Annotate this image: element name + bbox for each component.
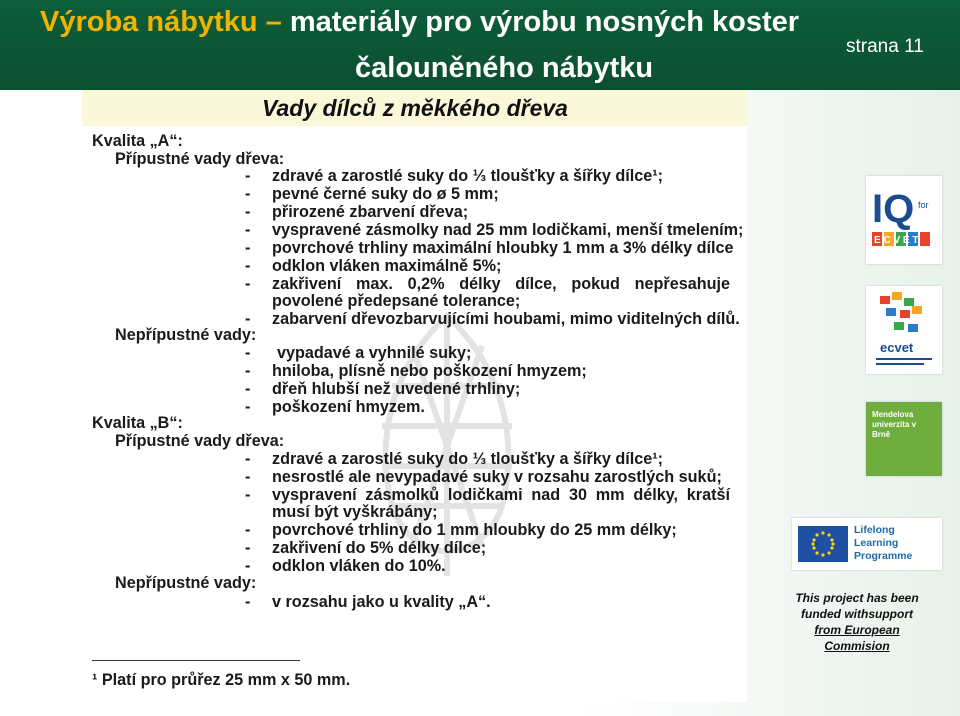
funding-line: funded withsupport (801, 607, 913, 621)
list-item: povrchové trhliny maximální hloubky 1 mm a 3% délky dílce (272, 239, 734, 257)
list-item: zdravé a zarostlé suky do ⅓ tloušťky a šířky dílce¹; (272, 450, 664, 468)
quality-b-label: Kvalita „B“: (92, 414, 183, 432)
list-item: přirozené zbarvení dřeva; (272, 203, 469, 221)
bullet: - (245, 539, 251, 557)
bullet: - (245, 275, 251, 293)
quality-a-label: Kvalita „A“: (92, 132, 183, 150)
list-item: odklon vláken maximálně 5%; (272, 257, 502, 275)
bullet: - (245, 380, 251, 398)
footnote-divider (92, 660, 300, 661)
list-item: dřeň hlubší než uvedené trhliny; (272, 380, 521, 398)
quality-b-allowed-heading: Přípustné vady dřeva: (115, 432, 285, 450)
bullet: - (245, 557, 251, 575)
list-item: vyspravené zásmolky nad 25 mm lodičkami, menší tmelením; (272, 221, 744, 239)
svg-text:for: for (918, 200, 929, 210)
mendel-university-name: Mendelova univerzita v Brně (872, 410, 917, 439)
ecvet-logo (866, 286, 942, 374)
bullet: - (245, 593, 251, 611)
page-number: strana 11 (846, 36, 924, 57)
list-item: v rozsahu jako u kvality „A“. (272, 593, 491, 611)
bullet: - (245, 398, 251, 416)
list-item: zabarvení dřevozbarvujícími houbami, mimo viditelných dílů. (272, 310, 740, 328)
list-item: zakřivení max. 0,2% délky dílce, pokud nepřesahuje (272, 275, 730, 293)
page-title-line2: čalouněného nábytku (355, 52, 654, 84)
list-item-continued: musí být vyškrábány; (272, 503, 438, 521)
funding-line: This project has been (795, 591, 919, 605)
funding-line: Commision (824, 639, 890, 653)
iq-ecvet-logo-icon (866, 176, 942, 264)
bullet: - (245, 310, 251, 328)
quality-a-allowed-heading: Přípustné vady dřeva: (115, 150, 285, 168)
quality-a-forbidden-heading: Nepřípustné vady: (115, 326, 257, 344)
document-body (82, 126, 747, 702)
bullet: - (245, 486, 251, 504)
ecvet-puzzle-icon (866, 286, 942, 374)
svg-text:IQ: IQ (872, 187, 915, 231)
svg-text:E C V E T: E C V E T (874, 235, 919, 246)
list-item: poškození hmyzem. (272, 398, 425, 416)
quality-b-forbidden-heading: Nepřípustné vady: (115, 574, 257, 592)
list-item: nesrostlé ale nevypadavé suky v rozsahu zarostlých suků; (272, 468, 722, 486)
footnote: ¹ Platí pro průřez 25 mm x 50 mm. (92, 671, 351, 689)
list-item-continued: povolené předepsané tolerance; (272, 292, 521, 310)
bullet: - (245, 239, 251, 257)
eu-flag-icon (794, 518, 850, 570)
bullet: - (245, 185, 251, 203)
bullet: - (245, 521, 251, 539)
list-item: vyspravení zásmolků lodičkami nad 30 mm délky, kratší (272, 486, 730, 504)
section-title: Vady dílců z měkkého dřeva (262, 95, 568, 121)
bullet: - (245, 203, 251, 221)
list-item: zdravé a zarostlé suky do ⅓ tloušťky a šířky dílce¹; (272, 167, 664, 185)
list-item: povrchové trhliny do 1 mm hloubky do 25 mm délky; (272, 521, 677, 539)
llp-name: Lifelong Learning Programme (854, 524, 913, 562)
header-bar (0, 0, 960, 90)
funding-line: from European (814, 623, 900, 637)
bullet: - (245, 468, 251, 486)
list-item: zakřivení do 5% délky dílce; (272, 539, 487, 557)
mendel-university-logo (866, 402, 942, 476)
bullet: - (245, 362, 251, 380)
list-item: vypadavé a vyhnilé suky; (277, 344, 472, 362)
bullet: - (245, 167, 251, 185)
list-item: hniloba, plísně nebo poškození hmyzem; (272, 362, 587, 380)
page-title-main: Výroba nábytku – (40, 6, 290, 38)
bullet: - (245, 221, 251, 239)
list-item: odklon vláken do 10%. (272, 557, 446, 575)
page-title (40, 6, 799, 39)
bullet: - (245, 450, 251, 468)
page-title-rest: materiály pro výrobu nosných koster (289, 6, 800, 38)
bullet: - (245, 344, 251, 362)
iq-ecvet-logo (866, 176, 942, 264)
bullet: - (245, 257, 251, 275)
funding-notice (782, 590, 932, 654)
list-item: pevné černé suky do ø 5 mm; (272, 185, 499, 203)
lifelong-learning-logo (792, 518, 942, 570)
svg-text:ecvet: ecvet (880, 340, 914, 355)
